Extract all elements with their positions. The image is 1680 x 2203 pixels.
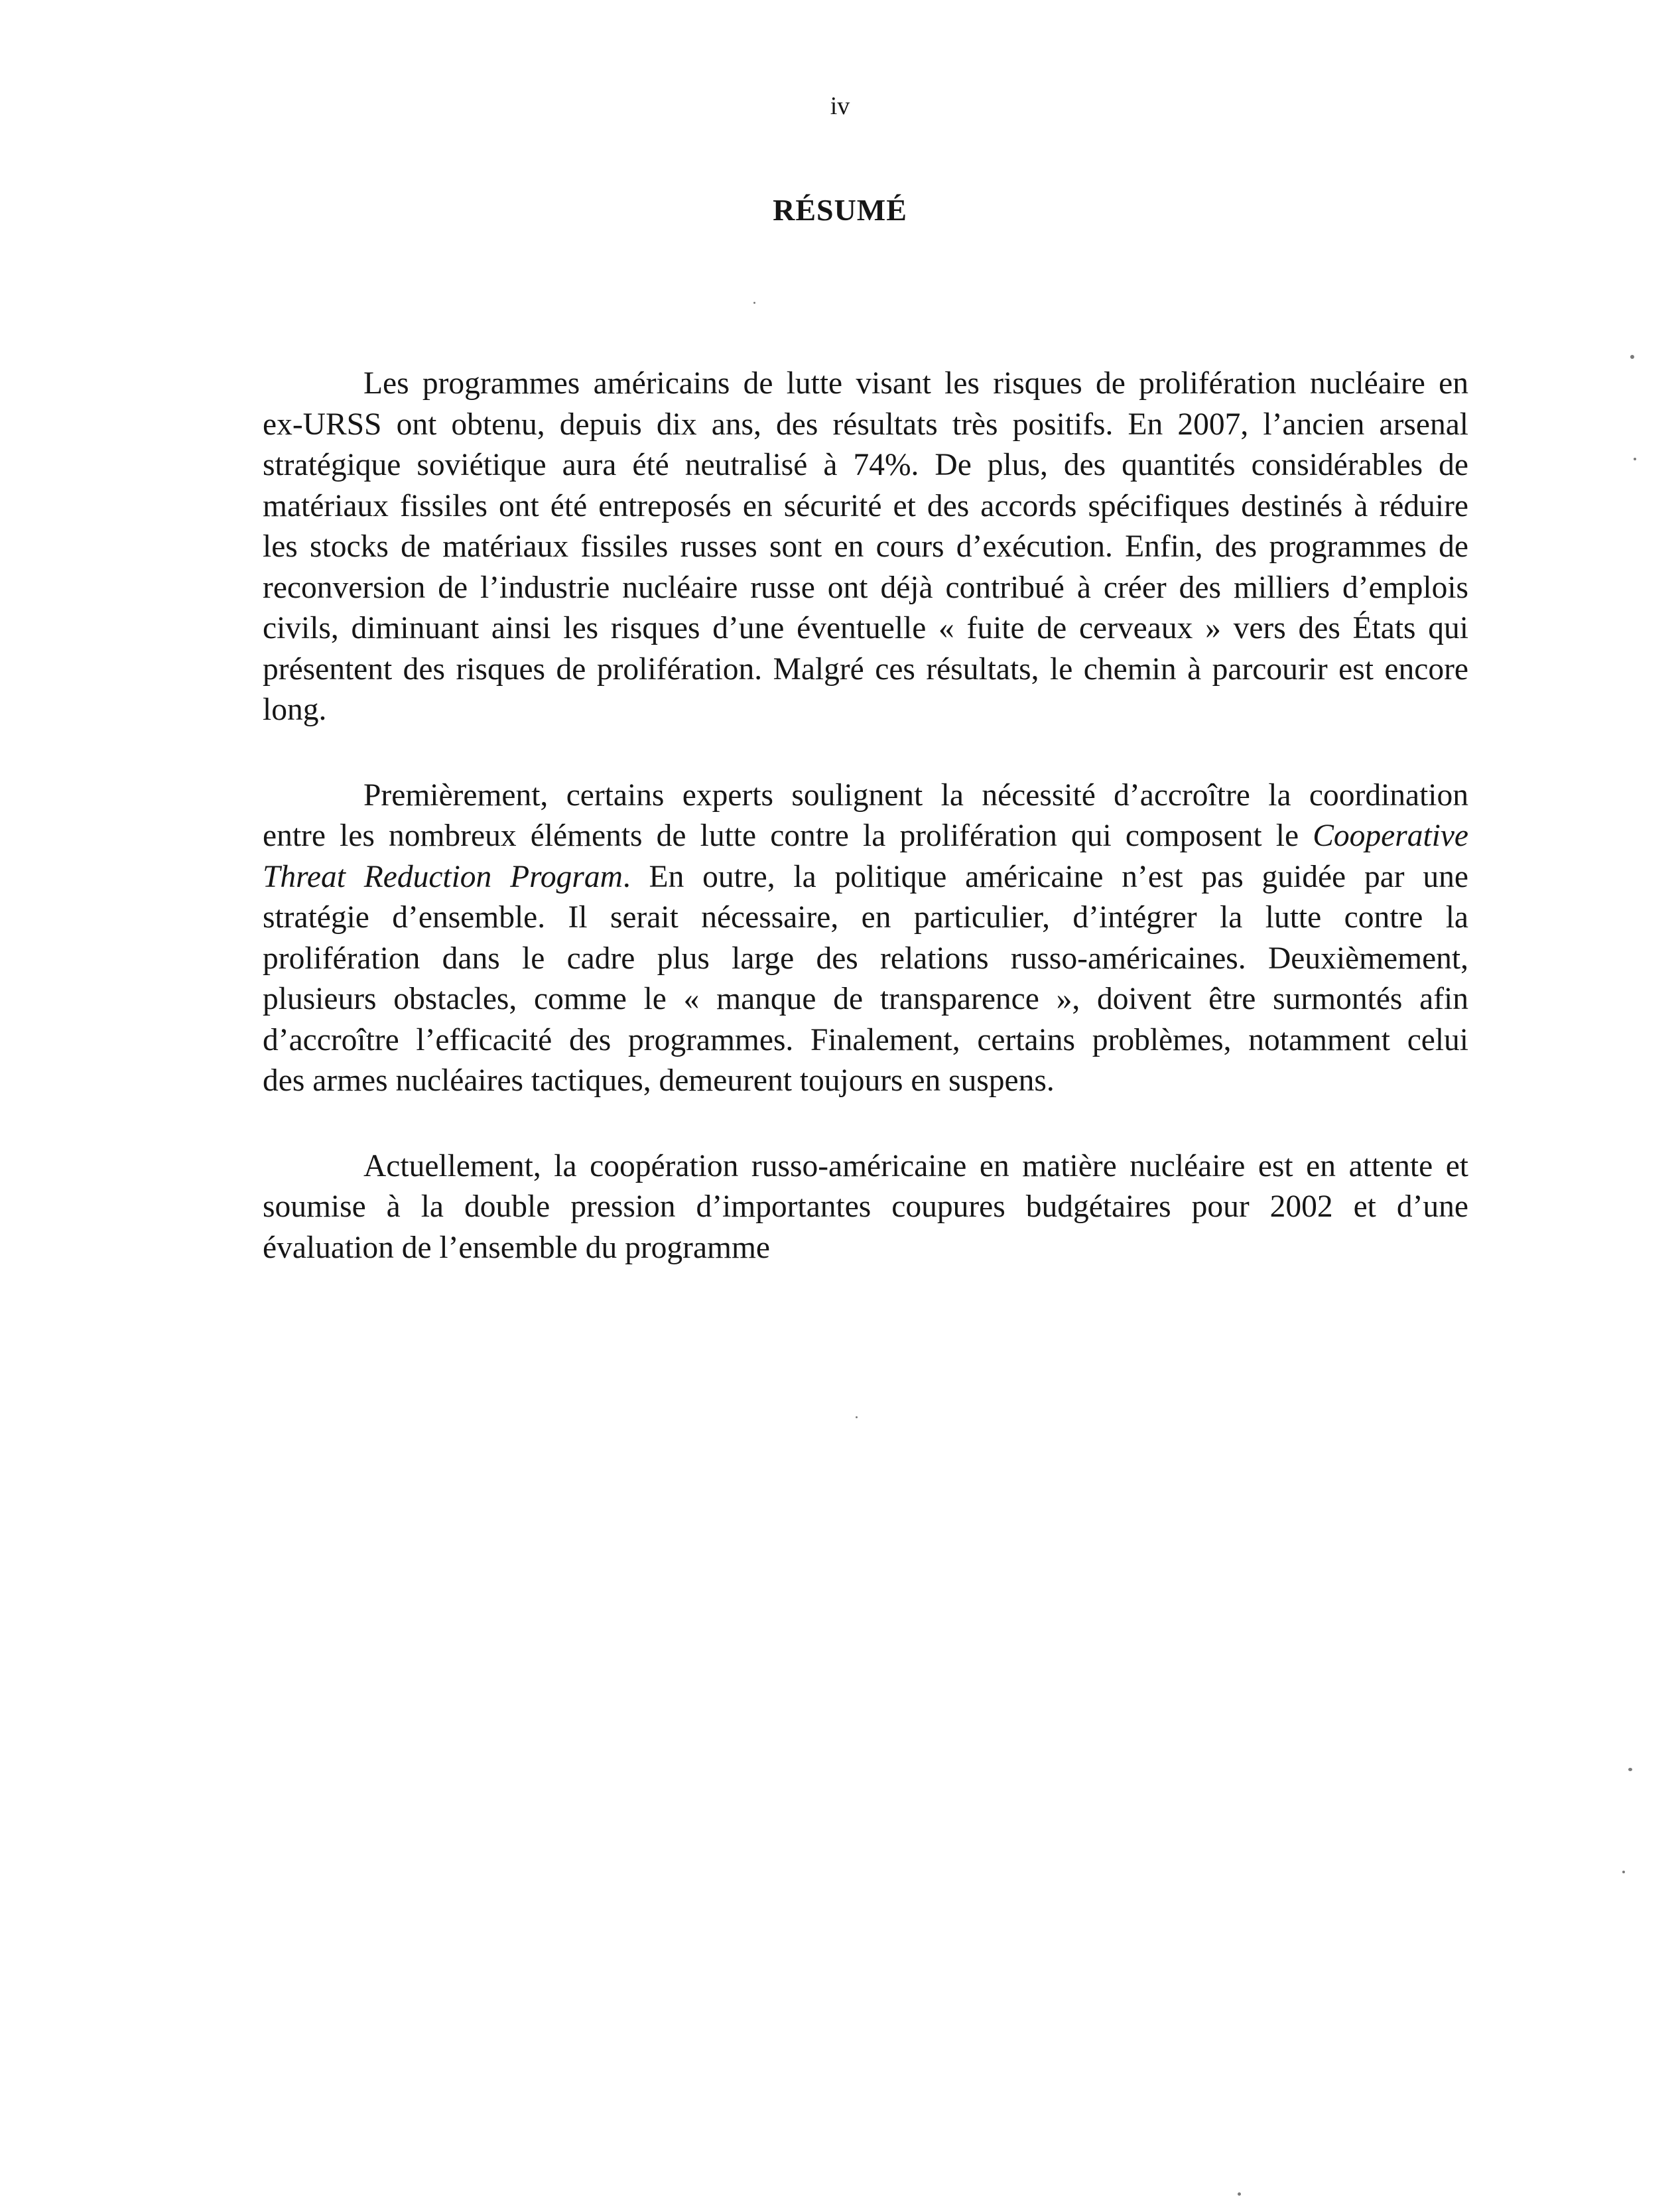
- text-line: [263, 857, 1468, 898]
- text-line: Actuellement, la coopération russo-américaine en matière nucléaire est en attente et: [363, 1148, 1468, 1183]
- text-segment: entre les nombreux éléments de lutte contre la prolifération qui composent le: [263, 819, 1313, 853]
- text-line: évaluation de l’ensemble du programme: [263, 1230, 771, 1265]
- text-line: Premièrement, certains experts soulignent la nécessité d’accroître la coordination: [363, 777, 1468, 813]
- scan-speck: [1630, 355, 1634, 359]
- text-line: des armes nucléaires tactiques, demeurent toujours en suspens.: [263, 1063, 1055, 1098]
- text-line: matériaux fissiles ont été entreposés en sécurité et des accords spécifiques destinés à réduire: [263, 488, 1468, 523]
- text-line: d’accroître l’efficacité des programmes. Finalement, certains problèmes, notamment celui: [263, 1022, 1468, 1057]
- program-name-italic: Threat Reduction Program: [263, 859, 623, 894]
- text-line: stratégie d’ensemble. Il serait nécessaire, en particulier, d’intégrer la lutte contre la: [263, 900, 1468, 935]
- paragraph-2: [263, 775, 1468, 1102]
- text-line: reconversion de l’industrie nucléaire russe ont déjà contribué à créer des milliers d’emplois: [263, 570, 1468, 605]
- text-segment: . En outre, la politique américaine n’est pas guidée par une: [622, 859, 1468, 894]
- page-number: iv: [830, 92, 850, 120]
- program-name-italic: Cooperative: [1313, 819, 1468, 853]
- text-line: stratégique soviétique aura été neutralisé à 74%. De plus, des quantités considérables de: [263, 448, 1468, 482]
- document-body: [263, 364, 1468, 1313]
- text-line: prolifération dans le cadre plus large des relations russo-américaines. Deuxièmement,: [263, 941, 1468, 976]
- text-line: les stocks de matériaux fissiles russes sont en cours d’exécution. Enfin, des programmes de: [263, 529, 1468, 564]
- text-line: soumise à la double pression d’importantes coupures budgétaires pour 2002 et d’une: [263, 1189, 1468, 1224]
- text-line: civils, diminuant ainsi les risques d’une éventuelle « fuite de cerveaux » vers des États qui: [263, 611, 1468, 645]
- paragraph-1: [263, 364, 1468, 731]
- text-line: [263, 816, 1468, 857]
- text-line: long.: [263, 693, 327, 727]
- scan-speck: [1634, 458, 1636, 460]
- scan-speck: [753, 302, 755, 304]
- paragraph-3: [263, 1146, 1468, 1269]
- scan-speck: [856, 1416, 858, 1418]
- text-line: plusieurs obstacles, comme le « manque de transparence », doivent être surmontés afin: [263, 982, 1468, 1016]
- scan-speck: [1622, 1871, 1625, 1873]
- text-line: ex-URSS ont obtenu, depuis dix ans, des résultats très positifs. En 2007, l’ancien arsenal: [263, 407, 1468, 442]
- text-line: présentent des risques de prolifération. Malgré ces résultats, le chemin à parcourir est encore: [263, 651, 1468, 687]
- scan-speck: [1238, 2192, 1241, 2196]
- page-title: RÉSUMÉ: [773, 193, 907, 227]
- text-line: Les programmes américains de lutte visant les risques de prolifération nucléaire en: [363, 366, 1468, 401]
- scan-speck: [1628, 1768, 1632, 1771]
